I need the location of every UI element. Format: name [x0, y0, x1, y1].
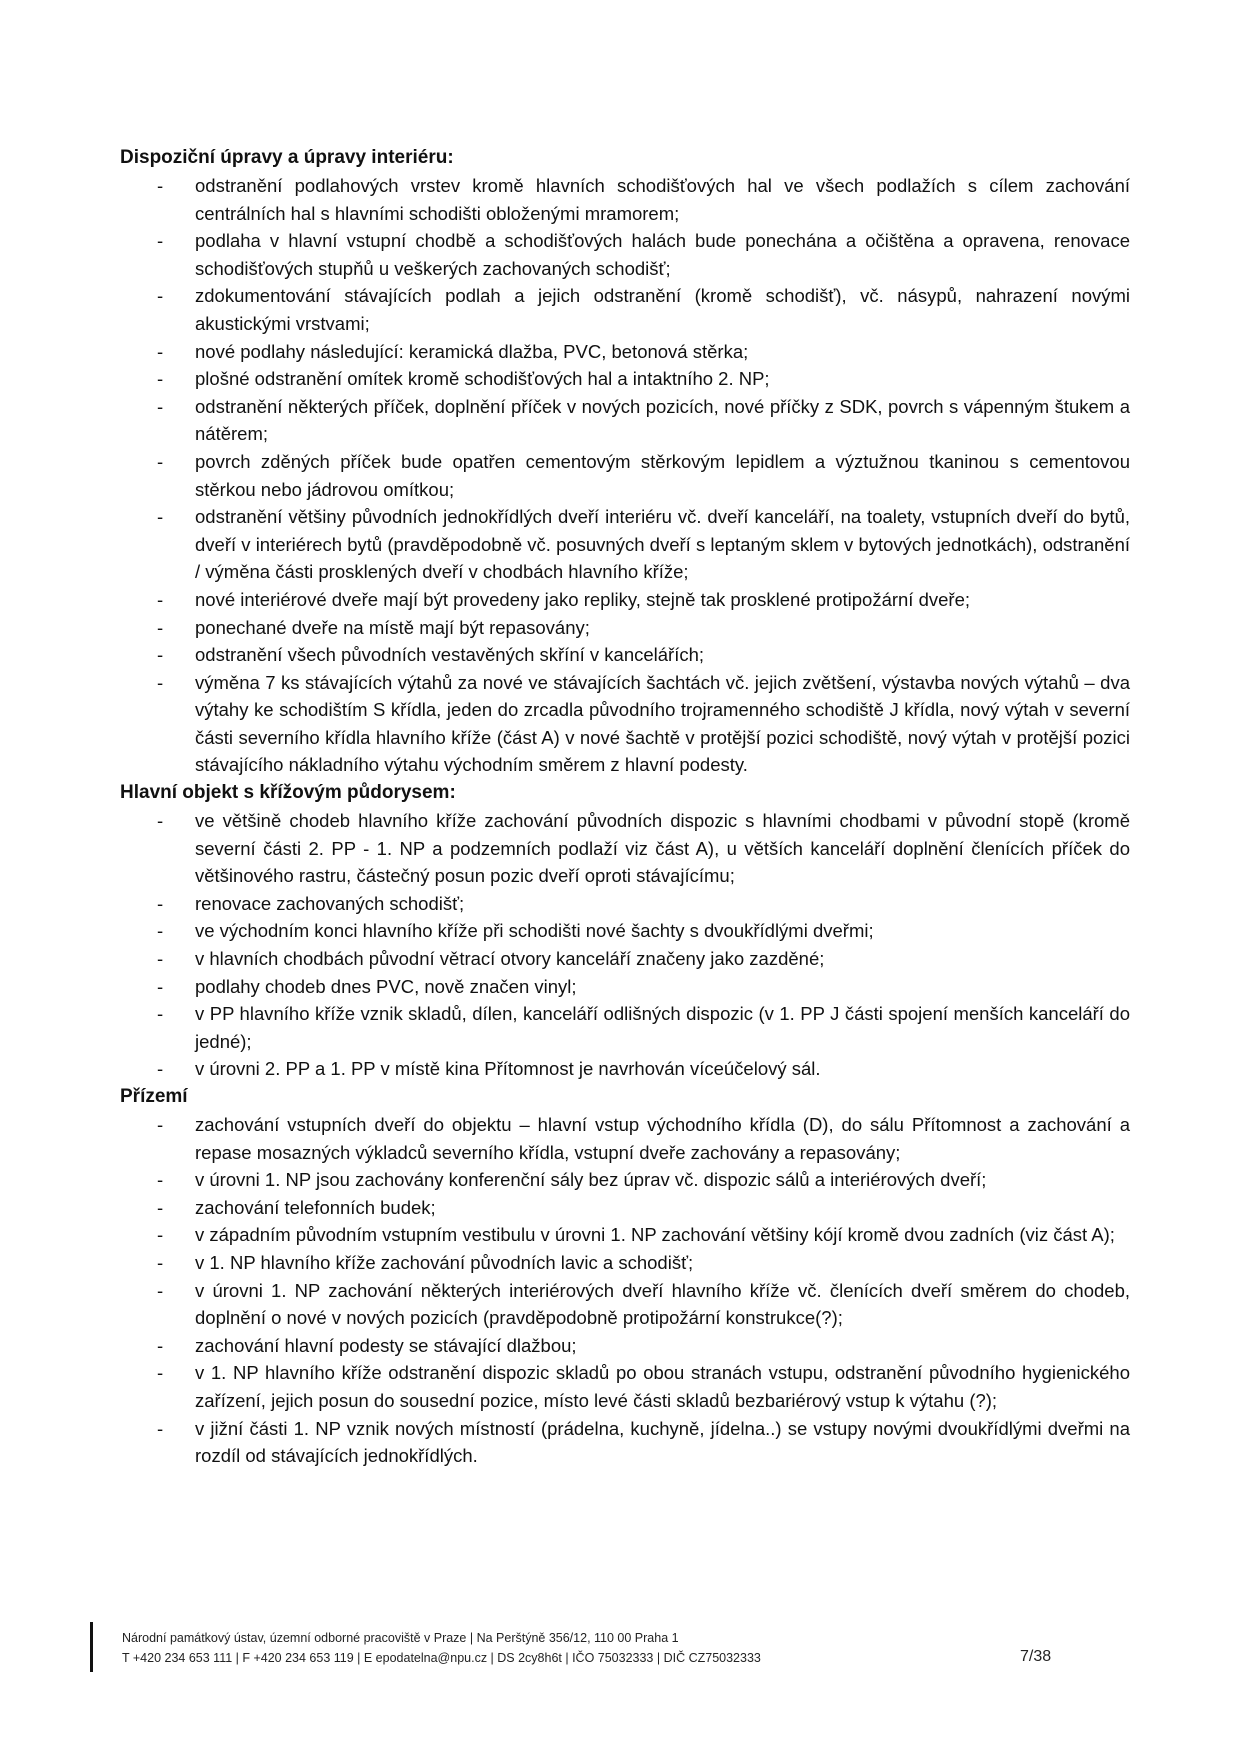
list-item: - v jižní části 1. NP vznik nových místností (prádelna, kuchyně, jídelna..) se vstupy novými dvoukřídlými dveřmi na rozdíl od stávajících jednokřídlých.: [195, 1415, 1130, 1470]
footer-divider-bar: [90, 1622, 93, 1672]
list-item: - odstranění podlahových vrstev kromě hlavních schodišťových hal ve všech podlažích s cílem zachování centrálních hal s hlavními schodišti obloženými mramorem;: [195, 172, 1130, 227]
list-item: - v 1. NP hlavního kříže zachování původních lavic a schodišť;: [195, 1249, 1130, 1277]
bullet-dash: -: [157, 230, 164, 252]
bullet-dash: -: [157, 1224, 164, 1246]
bullet-dash: -: [157, 810, 164, 832]
bullet-dash: -: [157, 616, 164, 638]
page-number: 7/38: [1020, 1648, 1052, 1665]
list-item: - odstranění všech původních vestavěných skříní v kancelářích;: [195, 641, 1130, 669]
list-item: - v hlavních chodbách původní větrací otvory kanceláří značeny jako zazděné;: [195, 945, 1130, 973]
bullet-list-prizemi: [120, 1111, 1130, 1470]
page-footer: [90, 1622, 1090, 1672]
list-item: - plošné odstranění omítek kromě schodišťových hal a intaktního 2. NP;: [195, 365, 1130, 393]
bullet-dash: -: [157, 450, 164, 472]
list-item: - v PP hlavního kříže vznik skladů, dílen, kanceláří odlišných dispozic (v 1. PP J části spojení menších kanceláří do jedné);: [195, 1000, 1130, 1055]
bullet-dash: -: [157, 1279, 164, 1301]
footer-address: Národní památkový ústav, územní odborné pracoviště v Praze | Na Perštýně 356/12, 110 00 Praha 1: [122, 1631, 679, 1645]
list-item: - podlahy chodeb dnes PVC, nově značen vinyl;: [195, 973, 1130, 1001]
section-heading-prizemi: Přízemí: [120, 1086, 188, 1107]
bullet-dash: -: [157, 1251, 164, 1273]
bullet-dash: -: [157, 671, 164, 693]
bullet-dash: -: [157, 368, 164, 390]
bullet-dash: -: [157, 920, 164, 942]
list-item: - nové interiérové dveře mají být provedeny jako repliky, stejně tak prosklené protipožární dveře;: [195, 586, 1130, 614]
bullet-dash: -: [157, 892, 164, 914]
bullet-dash: -: [157, 1196, 164, 1218]
bullet-dash: -: [157, 1334, 164, 1356]
list-item: - ponechané dveře na místě mají být repasovány;: [195, 614, 1130, 642]
bullet-dash: -: [157, 1003, 164, 1025]
section-heading-hlavni-objekt: Hlavní objekt s křížovým půdorysem:: [120, 782, 456, 804]
list-item: - povrch zděných příček bude opatřen cementovým stěrkovým lepidlem a výztužnou tkaninou s cementovou stěrkou nebo jádrovou omítkou;: [195, 448, 1130, 503]
list-item: - odstranění většiny původních jednokřídlých dveří interiéru vč. dveří kanceláří, na toalety, vstupních dveří do bytů, dveří v interiérech bytů (pravděpodobně vč. posuvných dveří s leptaným sklem v bytových jednotkách), odstranění / výměna části prosklených dveří v chodbách hlavního kříže;: [195, 503, 1130, 586]
list-item: - nové podlahy následující: keramická dlažba, PVC, betonová stěrka;: [195, 338, 1130, 366]
list-item: - v úrovni 2. PP a 1. PP v místě kina Přítomnost je navrhován víceúčelový sál.: [195, 1055, 1130, 1083]
bullet-dash: -: [157, 588, 164, 610]
bullet-dash: -: [157, 1114, 164, 1135]
footer-contacts: T +420 234 653 111 | F +420 234 653 119 | E epodatelna@npu.cz | DS 2cy8h6t | IČO 75032333 | DIČ CZ75032333: [122, 1651, 761, 1665]
list-item: - ve východním konci hlavního kříže při schodišti nové šachty s dvoukřídlými dveřmi;: [195, 917, 1130, 945]
bullet-list-hlavni-objekt: [120, 807, 1130, 1083]
bullet-dash: -: [157, 1058, 164, 1080]
list-item: - v úrovni 1. NP jsou zachovány konferenční sály bez úprav vč. dispozic sálů a interiérových dveří;: [195, 1166, 1130, 1194]
section-heading-dispozicni-upravy: Dispoziční úpravy a úpravy interiéru:: [120, 147, 454, 168]
list-item: - zachování telefonních budek;: [195, 1194, 1130, 1222]
bullet-dash: -: [157, 1362, 164, 1384]
bullet-dash: -: [157, 975, 164, 997]
bullet-dash: -: [157, 175, 164, 196]
list-item: - podlaha v hlavní vstupní chodbě a schodišťových halách bude ponechána a očištěna a opravena, renovace schodišťových stupňů u veškerých zachovaných schodišť;: [195, 227, 1130, 282]
bullet-dash: -: [157, 1169, 164, 1191]
list-item: - ve většině chodeb hlavního kříže zachování původních dispozic s hlavními chodbami v původní stopě (kromě severní části 2. PP - 1. NP a podzemních podlaží viz část A), u větších kanceláří doplnění členících příček do většinového rastru, částečný posun pozic dveří oproti stávajícímu;: [195, 807, 1130, 890]
bullet-dash: -: [157, 285, 164, 307]
bullet-dash: -: [157, 1417, 164, 1439]
bullet-list-dispozicni-upravy: [120, 172, 1130, 779]
bullet-dash: -: [157, 506, 164, 528]
list-item: - v úrovni 1. NP zachování některých interiérových dveří hlavního kříže vč. členících dveří směrem do chodeb, doplnění o nové v nových pozicích (pravděpodobně protipožární konstrukce(?);: [195, 1277, 1130, 1332]
list-item: - v 1. NP hlavního kříže odstranění dispozic skladů po obou stranách vstupu, odstranění původního hygienického zařízení, jejich posun do sousední pozice, místo levé části skladů bezbariérový vstup k výtahu (?);: [195, 1359, 1130, 1414]
bullet-dash: -: [157, 340, 164, 362]
bullet-dash: -: [157, 644, 164, 666]
document-body: [120, 144, 1130, 1470]
bullet-dash: -: [157, 948, 164, 970]
list-item: - v západním původním vstupním vestibulu v úrovni 1. NP zachování většiny kójí kromě dvou zadních (viz část A);: [195, 1221, 1130, 1249]
list-item: - odstranění některých příček, doplnění příček v nových pozicích, nové příčky z SDK, povrch s vápenným štukem a nátěrem;: [195, 393, 1130, 448]
list-item: - renovace zachovaných schodišť;: [195, 890, 1130, 918]
bullet-dash: -: [157, 395, 164, 417]
list-item: - zachování vstupních dveří do objektu – hlavní vstup východního křídla (D), do sálu Přítomnost a zachování a repase mosazných výkladců severního křídla, vstupní dveře zachovány a repasovány;: [195, 1111, 1130, 1166]
list-item: - zachování hlavní podesty se stávající dlažbou;: [195, 1332, 1130, 1360]
list-item: - zdokumentování stávajících podlah a jejich odstranění (kromě schodišť), vč. násypů, nahrazení novými akustickými vrstvami;: [195, 282, 1130, 337]
list-item: - výměna 7 ks stávajících výtahů za nové ve stávajících šachtách vč. jejich zvětšení, výstavba nových výtahů – dva výtahy ke schodištím S křídla, jeden do zrcadla původního trojramenného schodiště J křídla, nový výtah v severní části severního křídla hlavního kříže (část A) v nové šachtě v protější pozici schodiště, nový výtah v protější pozici stávajícího nákladního výtahu východním směrem z hlavní podesty.: [195, 669, 1130, 779]
